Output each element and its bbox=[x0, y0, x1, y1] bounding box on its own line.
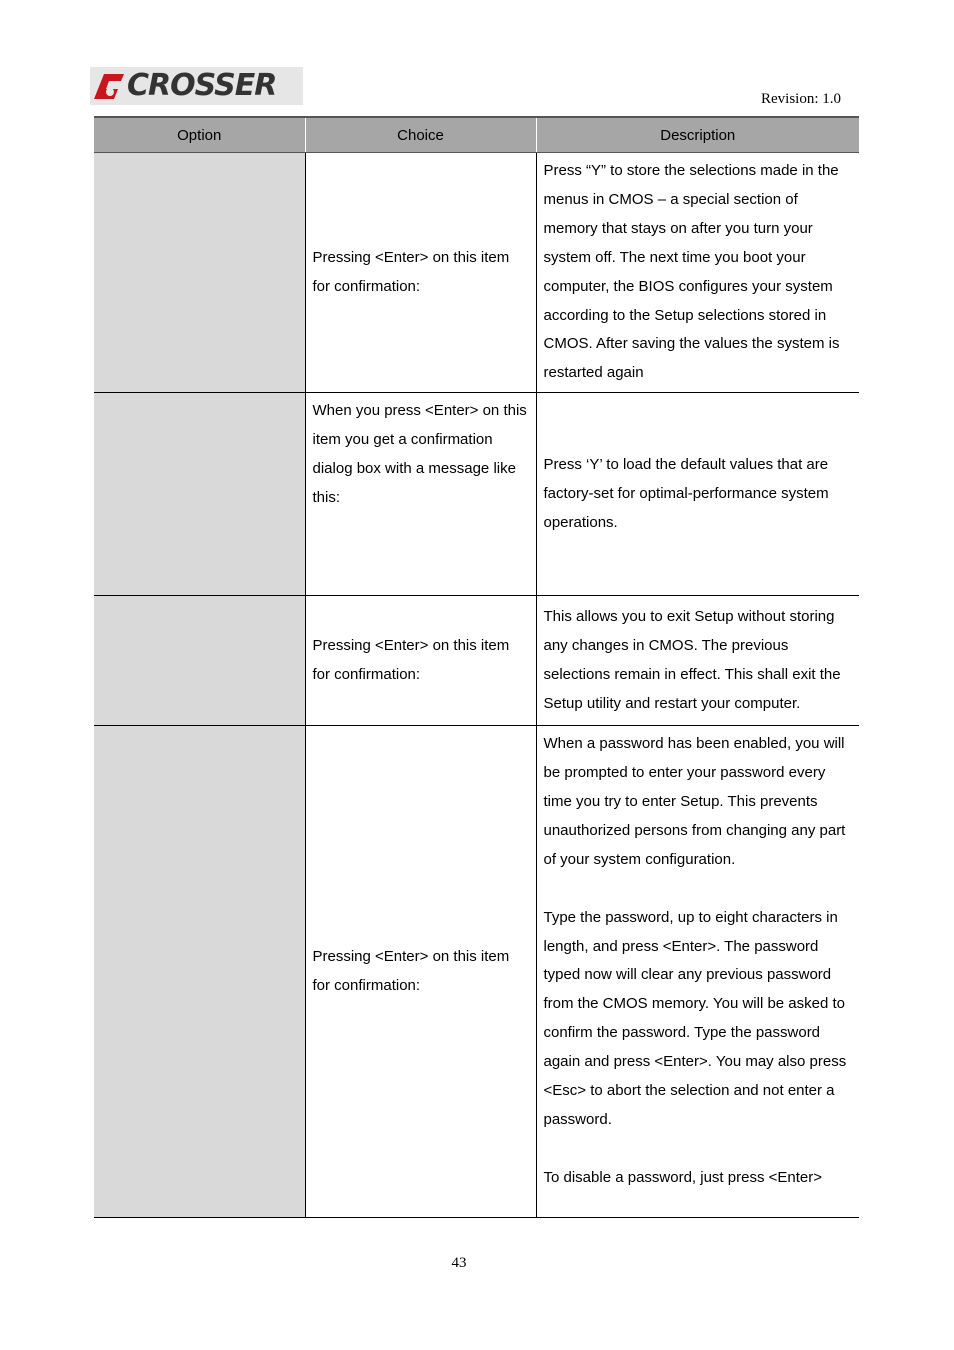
choice-cell bbox=[305, 596, 536, 726]
page-number: 43 bbox=[451, 1255, 467, 1271]
logo-wordmark: CROSSER bbox=[127, 68, 277, 103]
option-cell bbox=[94, 153, 305, 393]
description-text: When a password has been enabled, you will be prompted to enter your password every time you try to enter Setup. This prevents unauthorized persons from changing any part of your system configuration. bbox=[543, 735, 846, 868]
description-text: Type the password, up to eight characters in length, and press <Enter>. The password typed now will clear any previous password from the CMOS memory. You will be asked to confirm the password. Type the password again and press <Enter>. You may also press <Esc> to abort the selection and not enter a password. bbox=[543, 908, 847, 1129]
choice-text: Pressing <Enter> on this item for confirmation: bbox=[312, 248, 510, 295]
description-cell bbox=[536, 393, 859, 596]
column-header-description: Description bbox=[536, 117, 859, 153]
option-cell bbox=[94, 596, 305, 726]
column-header-choice: Choice bbox=[305, 117, 536, 153]
table-row bbox=[94, 153, 859, 393]
description-text: Press “Y” to store the selections made in the menus in CMOS – a special section of memory that stays on after you turn your system off. The next time you boot your computer, the BIOS configures your system according to the Setup selections stored in CMOS. After saving the values the system is restarted again bbox=[543, 162, 840, 382]
choice-cell bbox=[305, 153, 536, 393]
brand-logo bbox=[90, 67, 303, 105]
option-cell bbox=[94, 726, 305, 1218]
column-header-option: Option bbox=[94, 117, 305, 153]
choice-cell bbox=[305, 726, 536, 1218]
description-cell bbox=[536, 596, 859, 726]
description-cell bbox=[536, 726, 859, 1218]
option-cell bbox=[94, 393, 305, 596]
description-text: To disable a password, just press <Enter> bbox=[543, 1168, 822, 1186]
table-row bbox=[94, 596, 859, 726]
description-text: This allows you to exit Setup without storing any changes in CMOS. The previous selections remain in effect. This shall exit the Setup utility and restart your computer. bbox=[543, 607, 841, 712]
choice-cell bbox=[305, 393, 536, 596]
table-row bbox=[94, 726, 859, 1218]
choice-text: Pressing <Enter> on this item for confirmation: bbox=[312, 636, 510, 683]
choice-text: Pressing <Enter> on this item for confirmation: bbox=[312, 947, 510, 994]
description-text: Press ‘Y’ to load the default values that are factory-set for optimal-performance system operations. bbox=[543, 455, 829, 531]
bios-options-table bbox=[94, 116, 859, 1218]
description-cell bbox=[536, 153, 859, 393]
table-header-row bbox=[94, 117, 859, 153]
revision-label: Revision: 1.0 bbox=[760, 91, 841, 107]
logo-a-icon bbox=[90, 71, 126, 101]
table-row bbox=[94, 393, 859, 596]
choice-text: When you press <Enter> on this item you get a confirmation dialog box with a message like this: bbox=[312, 402, 527, 506]
